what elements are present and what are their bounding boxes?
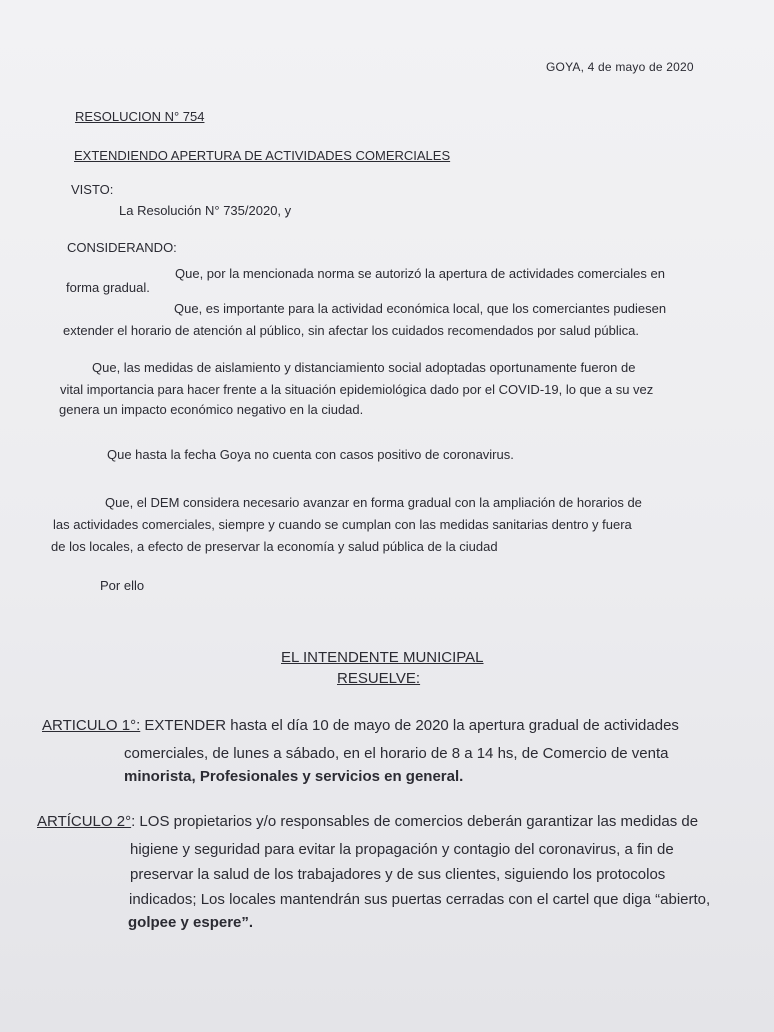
authority-heading: EL INTENDENTE MUNICIPAL	[281, 649, 484, 666]
considerando-p2-line1: Que, es importante para la actividad económica local, que los comerciantes pudiesen	[174, 301, 667, 316]
article-2-text: : LOS propietarios y/o responsables de comercios deberán garantizar las medidas de	[131, 813, 699, 830]
considerando-p2-line2: extender el horario de atención al público, sin afectar los cuidados recomendados por salud pública.	[63, 323, 639, 338]
resuelve-heading: RESUELVE:	[337, 670, 421, 687]
article-2-label: ARTÍCULO 2°	[37, 813, 132, 830]
considerando-p5-line1: Que, el DEM considera necesario avanzar en forma gradual con la ampliación de horarios de	[105, 495, 642, 510]
considerando-p1-line1: Que, por la mencionada norma se autorizó la apertura de actividades comerciales en	[175, 266, 665, 281]
article-1-line3: minorista, Profesionales y servicios en general.	[124, 768, 464, 785]
considerando-p5-line3: de los locales, a efecto de preservar la economía y salud pública de la ciudad	[51, 539, 498, 554]
article-2-line5: golpee y espere”.	[128, 914, 254, 931]
article-1-text: EXTENDER hasta el día 10 de mayo de 2020 la apertura gradual de actividades	[140, 717, 679, 734]
considerando-p4: Que hasta la fecha Goya no cuenta con casos positivo de coronavirus.	[107, 447, 514, 462]
considerando-p3-line1: Que, las medidas de aislamiento y distanciamiento social adoptadas oportunamente fueron de	[92, 360, 636, 375]
resolution-number: RESOLUCION N° 754	[75, 109, 205, 124]
article-2-line4: indicados; Los locales mantendrán sus puertas cerradas con el cartel que diga “abierto,	[129, 891, 711, 908]
subject-line: EXTENDIENDO APERTURA DE ACTIVIDADES COMERCIALES	[74, 148, 451, 163]
article-2-line2: higiene y seguridad para evitar la propagación y contagio del coronavirus, a fin de	[130, 841, 674, 858]
considerando-p3-line2: vital importancia para hacer frente a la situación epidemiológica dado por el COVID-19, lo que a su vez	[60, 382, 654, 397]
article-1-label: ARTICULO 1°:	[42, 717, 141, 734]
article-2-line3: preservar la salud de los trabajadores y de sus clientes, siguiendo los protocolos	[130, 866, 666, 883]
considerando-p1-line2: forma gradual.	[66, 280, 150, 295]
date-line: GOYA, 4 de mayo de 2020	[546, 60, 694, 74]
considerando-p3-line3: genera un impacto económico negativo en la ciudad.	[59, 402, 364, 417]
visto-text: La Resolución N° 735/2020, y	[119, 203, 292, 218]
article-1-line1	[42, 717, 679, 734]
considerando-p5-line2: las actividades comerciales, siempre y cuando se cumplan con las medidas sanitarias dentro y fuera	[53, 517, 632, 532]
article-2-line1	[37, 813, 698, 830]
visto-heading: VISTO:	[71, 182, 114, 197]
por-ello: Por ello	[100, 578, 145, 593]
article-1-line2: comerciales, de lunes a sábado, en el horario de 8 a 14 hs, de Comercio de venta	[124, 745, 669, 762]
considerando-heading: CONSIDERANDO:	[67, 240, 177, 255]
